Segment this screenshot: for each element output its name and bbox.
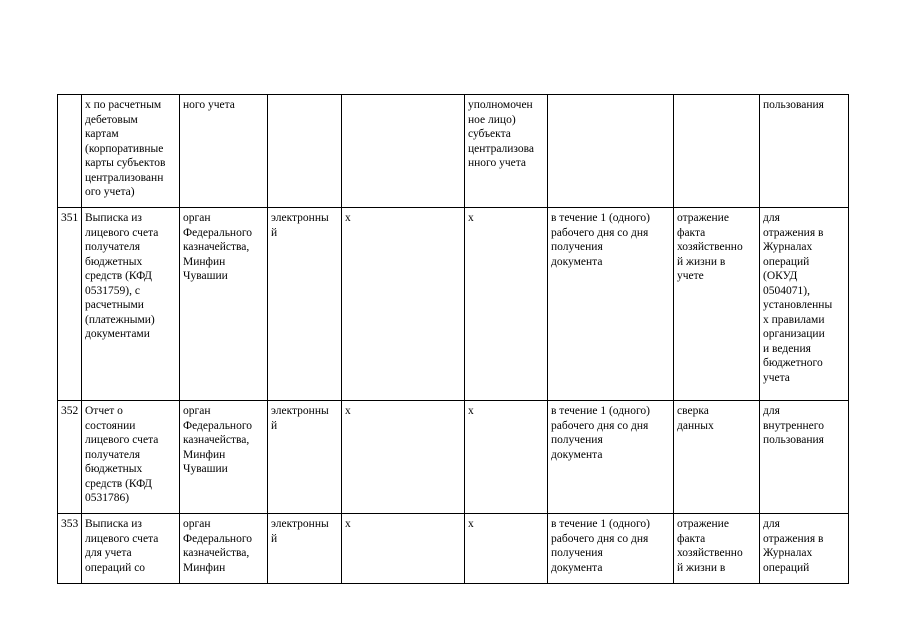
cell-action: отражение факта хозяйственно й жизни в — [674, 514, 760, 584]
cell-column-5 — [342, 95, 465, 208]
cell-purpose: пользования — [760, 95, 849, 208]
cell-term: в течение 1 (одного) рабочего дня со дня получения документа — [548, 401, 674, 514]
cell-number: 353 — [58, 514, 82, 584]
table-row — [58, 514, 849, 584]
cell-document: Выписка из лицевого счета для учета операций со — [82, 514, 180, 584]
cell-action — [674, 95, 760, 208]
cell-form — [268, 95, 342, 208]
cell-column-6: х — [465, 514, 548, 584]
cell-term: в течение 1 (одного) рабочего дня со дня получения документа — [548, 514, 674, 584]
cell-column-6: х — [465, 208, 548, 401]
cell-column-6: х — [465, 401, 548, 514]
cell-purpose: для внутреннего пользования — [760, 401, 849, 514]
table-row — [58, 95, 849, 208]
cell-form: электронны й — [268, 208, 342, 401]
cell-term — [548, 95, 674, 208]
cell-form: электронны й — [268, 514, 342, 584]
cell-column-5: х — [342, 514, 465, 584]
cell-document: Выписка из лицевого счета получателя бюджетных средств (КФД 0531759), с расчетными (платежными) документами — [82, 208, 180, 401]
cell-source: орган Федерального казначейства, Минфин Чувашии — [180, 401, 268, 514]
cell-action: сверка данных — [674, 401, 760, 514]
cell-document: х по расчетным дебетовым картам (корпоративные карты субъектов централизованн ого учета) — [82, 95, 180, 208]
cell-source: орган Федерального казначейства, Минфин Чувашии — [180, 208, 268, 401]
cell-purpose: для отражения в Журналах операций (ОКУД 0504071), установленны х правилами организации и ведения бюджетного учета — [760, 208, 849, 401]
cell-source: орган Федерального казначейства, Минфин — [180, 514, 268, 584]
cell-number — [58, 95, 82, 208]
cell-form: электронны й — [268, 401, 342, 514]
cell-document: Отчет о состоянии лицевого счета получателя бюджетных средств (КФД 0531786) — [82, 401, 180, 514]
cell-column-5: х — [342, 208, 465, 401]
cell-number: 352 — [58, 401, 82, 514]
cell-term: в течение 1 (одного) рабочего дня со дня получения документа — [548, 208, 674, 401]
cell-purpose: для отражения в Журналах операций — [760, 514, 849, 584]
cell-action: отражение факта хозяйственно й жизни в учете — [674, 208, 760, 401]
register-table — [57, 94, 849, 584]
table-row — [58, 401, 849, 514]
cell-source: ного учета — [180, 95, 268, 208]
cell-number: 351 — [58, 208, 82, 401]
cell-column-5: х — [342, 401, 465, 514]
cell-column-6: уполномочен ное лицо) субъекта централизова нного учета — [465, 95, 548, 208]
table-row — [58, 208, 849, 401]
